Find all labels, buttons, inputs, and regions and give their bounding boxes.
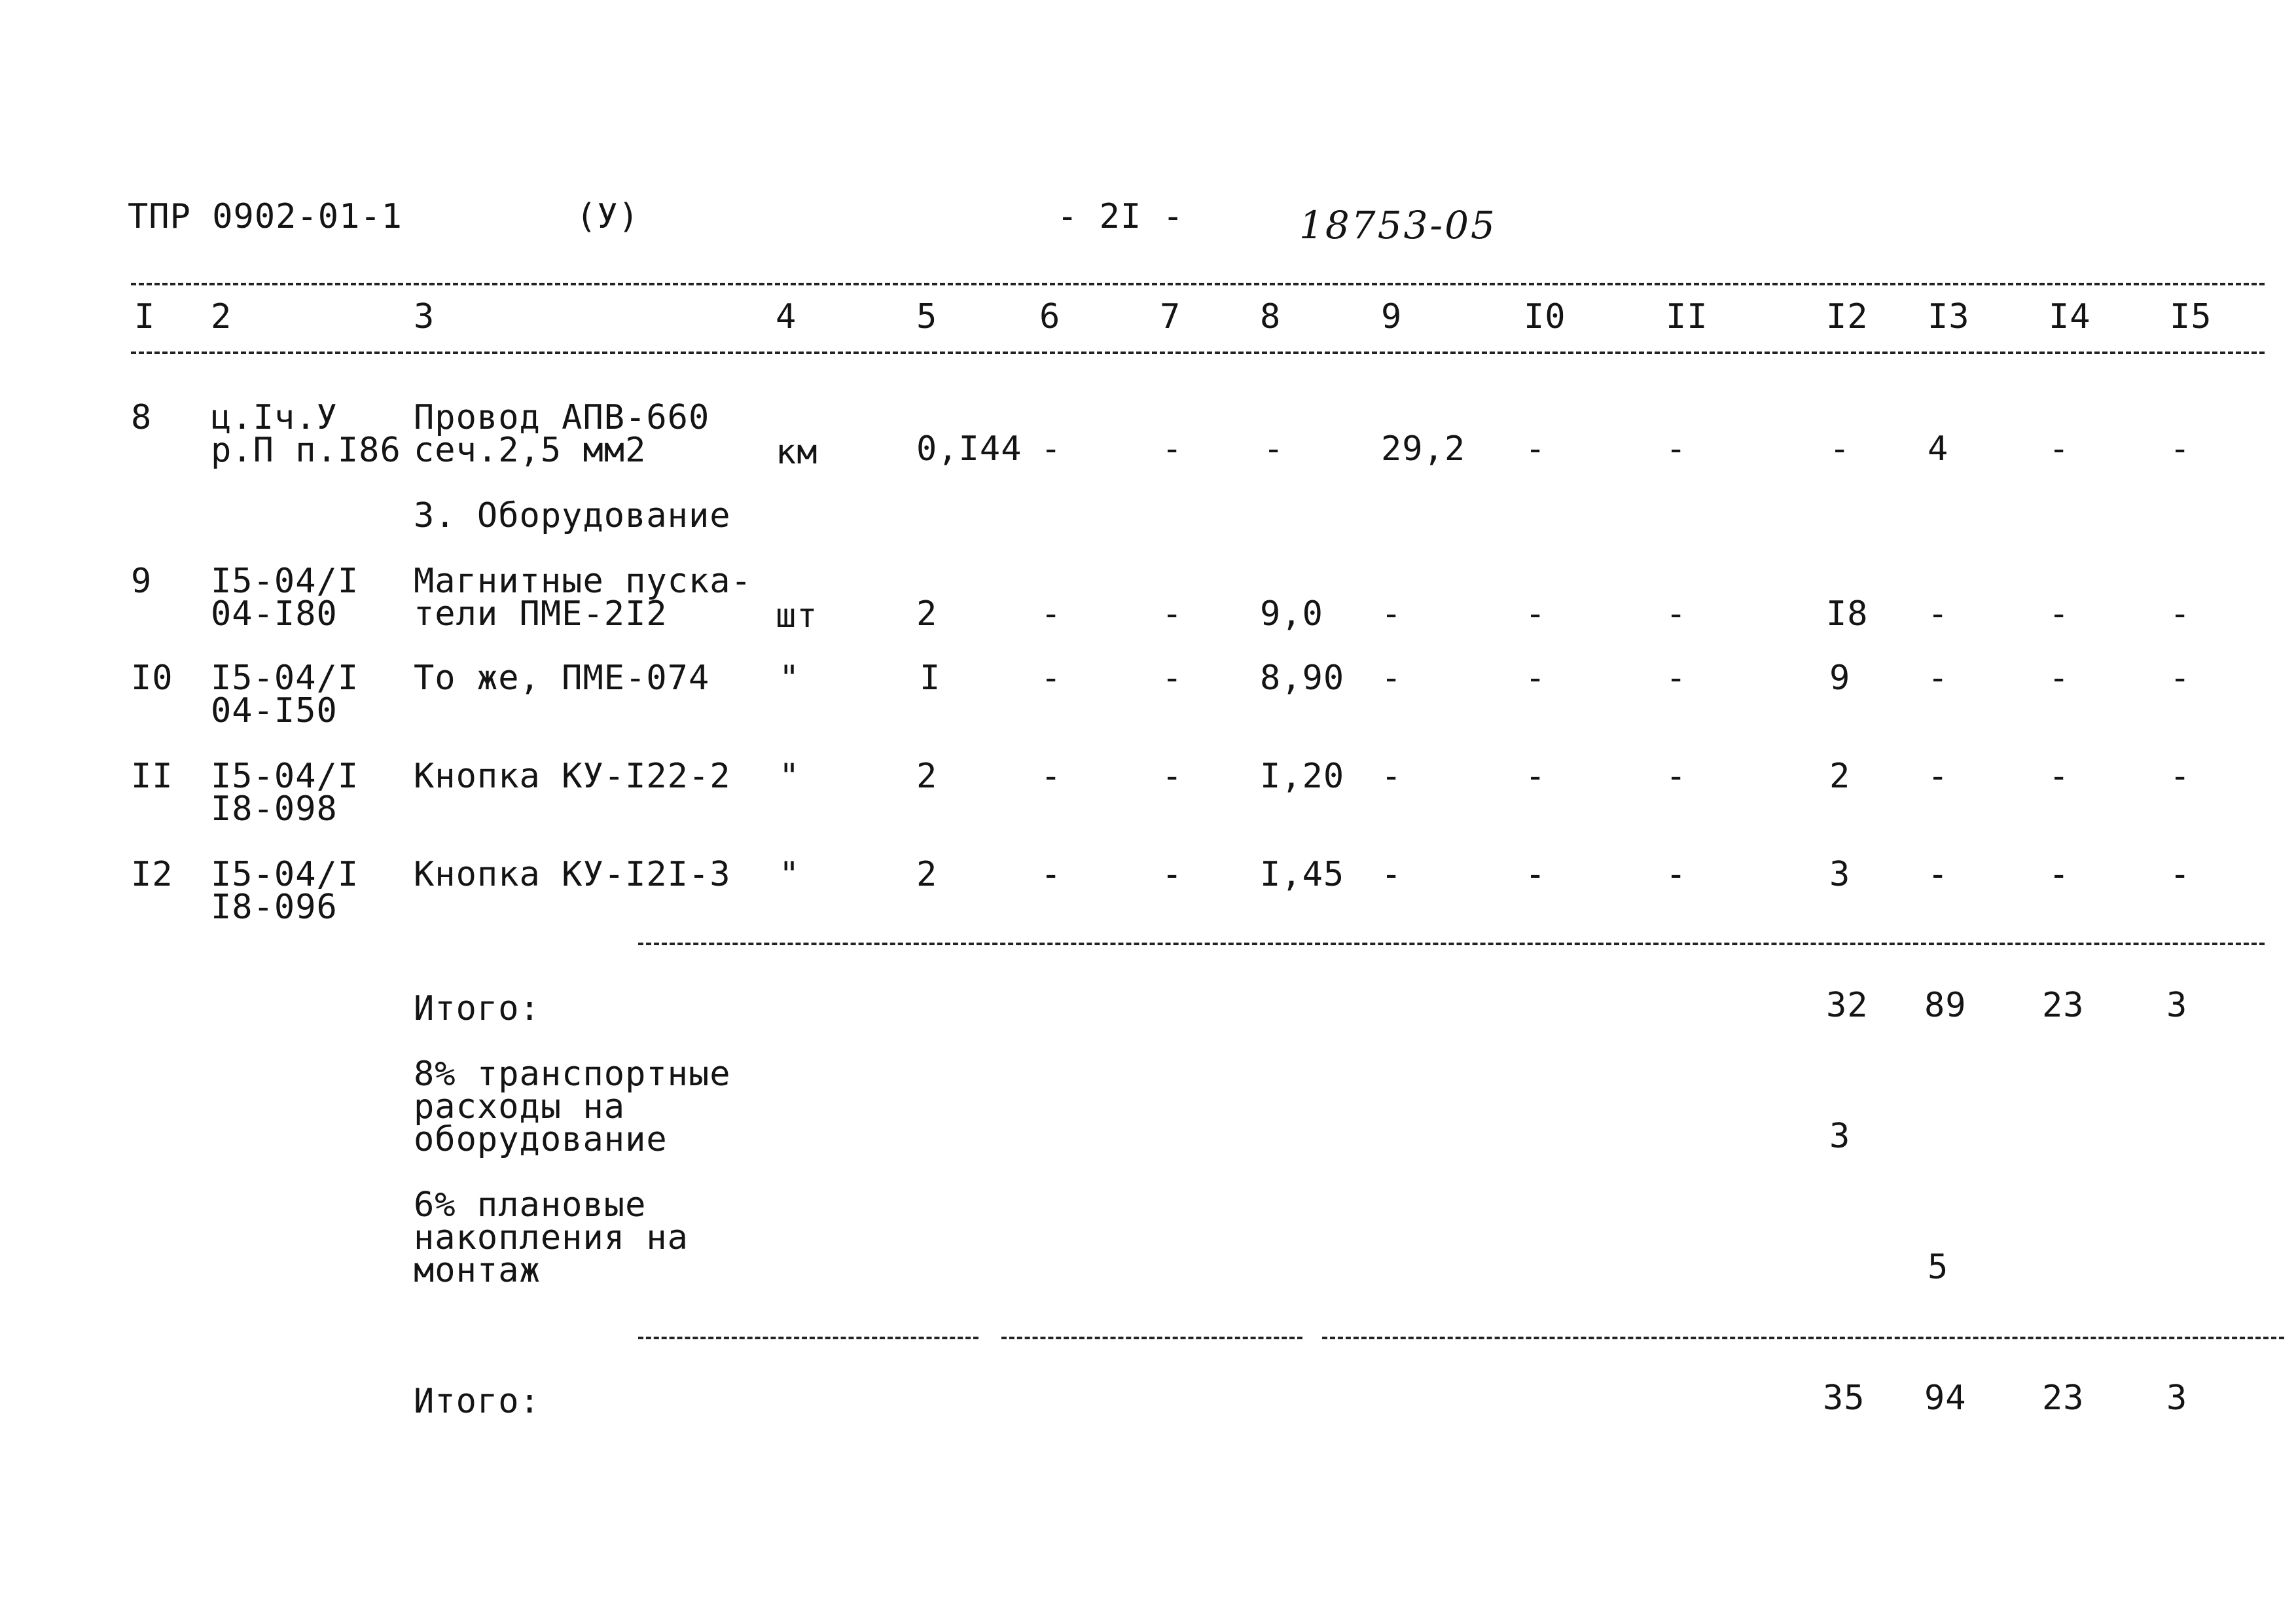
- row-col8: I,45: [1260, 855, 1345, 894]
- row-col7: -: [1162, 855, 1183, 894]
- col-head-3: 3: [414, 297, 435, 336]
- col-head-1: I: [134, 297, 156, 336]
- row-col9: -: [1381, 855, 1403, 894]
- row-col5: I: [920, 659, 941, 698]
- final-rule-segment-2: [1001, 1337, 1302, 1339]
- final-total-col12: 35: [1823, 1379, 1865, 1418]
- row-col15: -: [2170, 757, 2191, 796]
- handwritten-number: 18753-05: [1299, 203, 1497, 247]
- col-head-12: I2: [1826, 297, 1869, 336]
- row-ref-line2: 04-I50: [211, 691, 338, 731]
- row-col9: 29,2: [1381, 429, 1466, 469]
- row-ref-line1: I5-04/I: [211, 757, 359, 796]
- row-unit: ": [779, 855, 800, 894]
- row-col8: 8,90: [1260, 659, 1345, 698]
- header-bottom-rule: [131, 352, 2265, 354]
- row-col12: 9: [1829, 659, 1851, 698]
- row-ref-line2: р.П п.I86: [211, 431, 401, 470]
- final-total-col14: 23: [2042, 1379, 2085, 1418]
- row-col7: -: [1162, 429, 1183, 469]
- col-head-2: 2: [211, 297, 232, 336]
- row-col9: -: [1381, 659, 1403, 698]
- row-col14: -: [2049, 594, 2070, 634]
- transport-label-line1: 8% транспортные: [414, 1055, 731, 1094]
- row-col10: -: [1525, 594, 1547, 634]
- row-col13: -: [1928, 757, 1949, 796]
- planned-label-line2: накопления на: [414, 1218, 689, 1257]
- col-head-10: I0: [1524, 297, 1566, 336]
- row-unit: шт: [776, 596, 818, 636]
- row-col7: -: [1162, 659, 1183, 698]
- row-ref-line2: I8-098: [211, 789, 338, 829]
- row-ref-line2: I8-096: [211, 888, 338, 927]
- transport-label-line3: оборудование: [414, 1120, 668, 1159]
- col-head-15: I5: [2170, 297, 2212, 336]
- row-col13: 4: [1928, 429, 1949, 469]
- row-name-line2: сеч.2,5 мм2: [414, 431, 647, 470]
- doc-suffix: (У): [576, 197, 639, 236]
- doc-code: ТПР 0902-01-1: [128, 197, 403, 236]
- row-col6: -: [1041, 757, 1062, 796]
- row-col12: I8: [1826, 594, 1869, 634]
- row-unit: ": [779, 757, 800, 796]
- row-col14: -: [2049, 659, 2070, 698]
- transport-label-line2: расходы на: [414, 1087, 626, 1127]
- row-name-line1: Кнопка КУ-I22-2: [414, 757, 731, 796]
- row-col8: I,20: [1260, 757, 1345, 796]
- row-number: I0: [131, 659, 173, 698]
- total-col13: 89: [1924, 986, 1967, 1025]
- col-head-9: 9: [1381, 297, 1403, 336]
- row-col14: -: [2049, 855, 2070, 894]
- col-head-5: 5: [916, 297, 938, 336]
- row-col6: -: [1041, 594, 1062, 634]
- planned-label-line3: монтаж: [414, 1251, 541, 1290]
- row-name-line1: Магнитные пуска-: [414, 562, 752, 601]
- subtotal-rule: [638, 943, 2265, 945]
- row-col5: 0,I44: [916, 429, 1022, 469]
- row-col11: -: [1666, 659, 1687, 698]
- row-number: II: [131, 757, 173, 796]
- row-col15: -: [2170, 659, 2191, 698]
- final-total-label: Итого:: [414, 1382, 541, 1421]
- row-col12: 2: [1829, 757, 1851, 796]
- row-ref-line1: ц.Iч.У: [211, 398, 338, 437]
- col-head-4: 4: [776, 297, 797, 336]
- total-label: Итого:: [414, 989, 541, 1028]
- planned-label-line1: 6% плановые: [414, 1185, 647, 1225]
- planned-col13: 5: [1928, 1248, 1949, 1287]
- row-ref-line1: I5-04/I: [211, 855, 359, 894]
- header-top-rule: [131, 283, 2265, 285]
- row-ref-line1: I5-04/I: [211, 659, 359, 698]
- row-col5: 2: [916, 594, 938, 634]
- row-name-line1: Кнопка КУ-I2I-3: [414, 855, 731, 894]
- col-head-14: I4: [2049, 297, 2091, 336]
- transport-col12: 3: [1829, 1117, 1851, 1156]
- row-col15: -: [2170, 855, 2191, 894]
- row-col6: -: [1041, 429, 1062, 469]
- total-col15: 3: [2166, 986, 2188, 1025]
- total-col14: 23: [2042, 986, 2085, 1025]
- row-col5: 2: [916, 757, 938, 796]
- row-name-line2: тели ПМЕ-2I2: [414, 594, 668, 634]
- row-col9: -: [1381, 594, 1403, 634]
- row-unit: км: [776, 433, 818, 472]
- row-col13: -: [1928, 594, 1949, 634]
- row-number: 9: [131, 562, 152, 601]
- final-total-col15: 3: [2166, 1379, 2188, 1418]
- row-col11: -: [1666, 429, 1687, 469]
- row-col13: -: [1928, 659, 1949, 698]
- col-head-6: 6: [1039, 297, 1061, 336]
- col-head-8: 8: [1260, 297, 1282, 336]
- row-col12: 3: [1829, 855, 1851, 894]
- row-col6: -: [1041, 659, 1062, 698]
- row-ref-line2: 04-I80: [211, 594, 338, 634]
- row-col8: 9,0: [1260, 594, 1323, 634]
- row-ref-line1: I5-04/I: [211, 562, 359, 601]
- total-col12: 32: [1826, 986, 1869, 1025]
- col-head-13: I3: [1928, 297, 1970, 336]
- row-col7: -: [1162, 757, 1183, 796]
- col-head-7: 7: [1160, 297, 1181, 336]
- row-col10: -: [1525, 659, 1547, 698]
- final-rule-segment-3: [1322, 1337, 2284, 1339]
- row-col10: -: [1525, 757, 1547, 796]
- section-heading: 3. Оборудование: [414, 496, 731, 535]
- final-rule-segment-1: [638, 1337, 978, 1339]
- row-unit: ": [779, 659, 800, 698]
- row-col10: -: [1525, 855, 1547, 894]
- row-number: I2: [131, 855, 173, 894]
- row-col14: -: [2049, 757, 2070, 796]
- row-col12: -: [1829, 429, 1851, 469]
- row-col10: -: [1525, 429, 1547, 469]
- row-col5: 2: [916, 855, 938, 894]
- row-number: 8: [131, 398, 152, 437]
- final-total-col13: 94: [1924, 1379, 1967, 1418]
- row-name-line1: То же, ПМЕ-074: [414, 659, 710, 698]
- row-col11: -: [1666, 594, 1687, 634]
- row-col15: -: [2170, 594, 2191, 634]
- row-col14: -: [2049, 429, 2070, 469]
- row-col13: -: [1928, 855, 1949, 894]
- row-col9: -: [1381, 757, 1403, 796]
- row-col15: -: [2170, 429, 2191, 469]
- row-col6: -: [1041, 855, 1062, 894]
- row-col11: -: [1666, 757, 1687, 796]
- row-name-line1: Провод АПВ-660: [414, 398, 710, 437]
- row-col7: -: [1162, 594, 1183, 634]
- row-col8: -: [1263, 429, 1285, 469]
- page-number: - 2I -: [1057, 197, 1184, 236]
- row-col11: -: [1666, 855, 1687, 894]
- col-head-11: II: [1666, 297, 1708, 336]
